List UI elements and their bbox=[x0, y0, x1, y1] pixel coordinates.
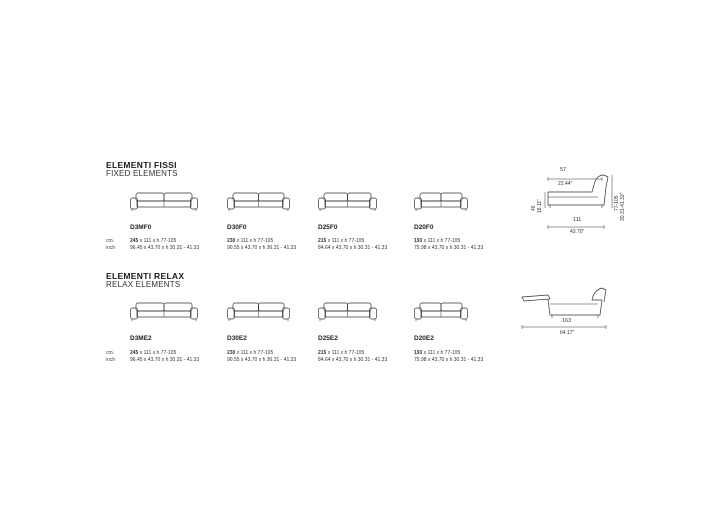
dimension-inch: 96.45 x 43.70 x h 30.31 - 41.33 bbox=[130, 245, 200, 251]
top-dimension-cm: 57 bbox=[560, 167, 567, 173]
sofa-front-view-icon bbox=[227, 192, 290, 212]
fixed-section-title: ELEMENTI FISSI bbox=[106, 160, 177, 170]
dimension-inch: 84.64 x 43.70 x h 30.31 - 41.33 bbox=[318, 245, 388, 251]
depth-inch: 43.70" bbox=[570, 229, 585, 235]
depth-cm: 111 bbox=[573, 217, 582, 223]
sofa-front-view-icon bbox=[318, 302, 377, 322]
dimension-cm: 193 x 111 x h 77-105 bbox=[414, 350, 461, 356]
dimension-cm: 193 x 111 x h 77-105 bbox=[414, 238, 461, 244]
product-code: D3ME2 bbox=[130, 335, 152, 342]
product-code: D20F0 bbox=[414, 224, 434, 231]
product-code: D25E2 bbox=[318, 335, 338, 342]
relax-section-title: ELEMENTI RELAX bbox=[106, 271, 185, 281]
side-view-relax bbox=[520, 280, 620, 340]
total-height-cm: 77-105 bbox=[614, 195, 620, 211]
dimension-inch: 90.55 x 43.70 x h 30.31 - 41.33 bbox=[227, 357, 297, 363]
fixed-section-subtitle: FIXED ELEMENTS bbox=[106, 169, 178, 178]
unit-label-cm: cm. bbox=[106, 350, 115, 356]
dimension-cm: 230 x 111 x h 77-105 bbox=[227, 350, 274, 356]
dimension-inch: 75.98 x 43.70 x h 30.31 - 41.33 bbox=[414, 245, 484, 251]
sofa-front-view-icon bbox=[414, 302, 468, 322]
unit-label-cm: cm. bbox=[106, 238, 115, 244]
relax-depth-inch: 64.17" bbox=[560, 330, 575, 336]
seat-height-cm: 46 bbox=[531, 205, 537, 211]
product-code: D30F0 bbox=[227, 224, 247, 231]
sofa-front-view-icon bbox=[318, 192, 377, 212]
dimension-cm: 230 x 111 x h 77-105 bbox=[227, 238, 274, 244]
dimension-cm: 215 x 111 x h 77-105 bbox=[318, 238, 365, 244]
unit-label-inch: inch bbox=[106, 357, 116, 363]
dimension-inch: 75.98 x 43.70 x h 30.31 - 41.33 bbox=[414, 357, 484, 363]
dimension-cm: 215 x 111 x h 77-105 bbox=[318, 350, 365, 356]
sofa-front-view-icon bbox=[130, 192, 198, 212]
dimension-cm: 245 x 111 x h 77-105 bbox=[130, 350, 177, 356]
sofa-front-view-icon bbox=[414, 192, 468, 212]
product-code: D25F0 bbox=[318, 224, 338, 231]
product-code: D30E2 bbox=[227, 335, 247, 342]
dimension-cm: 245 x 111 x h 77-105 bbox=[130, 238, 177, 244]
seat-height-inch: 18.11" bbox=[537, 199, 543, 213]
product-code: D20E2 bbox=[414, 335, 434, 342]
unit-label-inch: inch bbox=[106, 245, 116, 251]
top-dimension-inch: 22.44" bbox=[558, 181, 573, 187]
relax-section-subtitle: RELAX ELEMENTS bbox=[106, 280, 181, 289]
product-code: D3MF0 bbox=[130, 224, 152, 231]
sofa-front-view-icon bbox=[227, 302, 290, 322]
relax-depth-cm: 163 bbox=[562, 318, 572, 324]
total-height-inch: 30.31-41.33" bbox=[620, 192, 626, 221]
dimension-inch: 96.45 x 43.70 x h 30.31 - 41.33 bbox=[130, 357, 200, 363]
sofa-front-view-icon bbox=[130, 302, 198, 322]
dimension-inch: 90.55 x 43.70 x h 30.31 - 41.33 bbox=[227, 245, 297, 251]
dimension-inch: 84.64 x 43.70 x h 30.31 - 41.33 bbox=[318, 357, 388, 363]
side-view-fixed bbox=[531, 165, 636, 235]
